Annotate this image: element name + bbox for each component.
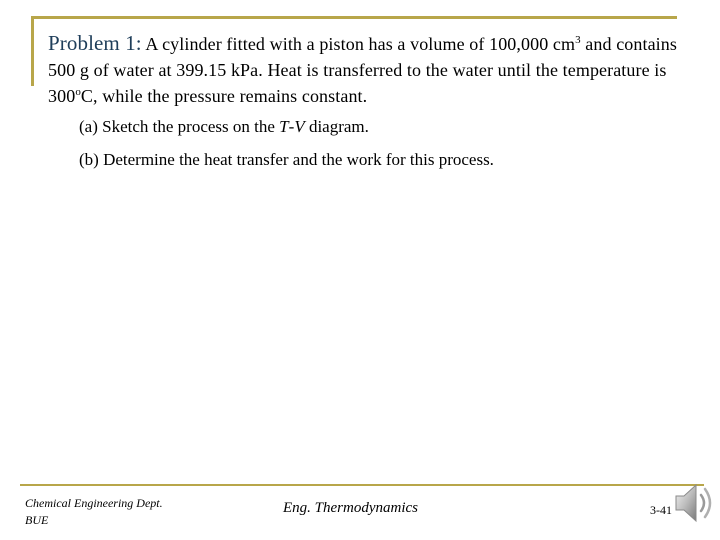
part-a-var-t: T bbox=[279, 117, 289, 136]
part-a-var-v: V bbox=[294, 117, 305, 136]
part-a bbox=[79, 116, 369, 138]
frame-left-line bbox=[31, 16, 34, 86]
part-a-suffix: diagram. bbox=[304, 117, 369, 136]
statement-text-1: A cylinder fitted with a piston has a volume of 100,000 cm bbox=[141, 34, 576, 54]
speaker-icon-graphic bbox=[672, 478, 718, 528]
problem-label: Problem 1: bbox=[48, 31, 142, 55]
cubic-superscript: 3 bbox=[575, 34, 581, 46]
footer-dept-line2: BUE bbox=[25, 513, 49, 527]
part-a-dash: - bbox=[288, 117, 295, 136]
degree-superscript: o bbox=[75, 86, 81, 98]
part-a-prefix: (a) Sketch the process on the bbox=[79, 117, 280, 136]
speaker-icon[interactable] bbox=[672, 478, 718, 528]
part-b: (b) Determine the heat transfer and the work for this process. bbox=[79, 150, 494, 169]
footer-course-title: Eng. Thermodynamics bbox=[283, 500, 418, 516]
footer-department bbox=[25, 495, 163, 529]
footer-dept-line1: Chemical Engineering Dept. bbox=[25, 496, 163, 510]
statement-text-3: C, while the pressure remains constant. bbox=[80, 86, 368, 106]
footer-divider bbox=[20, 484, 704, 486]
statement-text-2: and contains 500 g of water at 399.15 kPa. Heat is transferred to the water until the temperature is 300 bbox=[48, 34, 677, 106]
slide-number: 3-41 bbox=[650, 503, 672, 517]
frame-top-line bbox=[31, 16, 677, 19]
problem-statement bbox=[48, 30, 688, 109]
